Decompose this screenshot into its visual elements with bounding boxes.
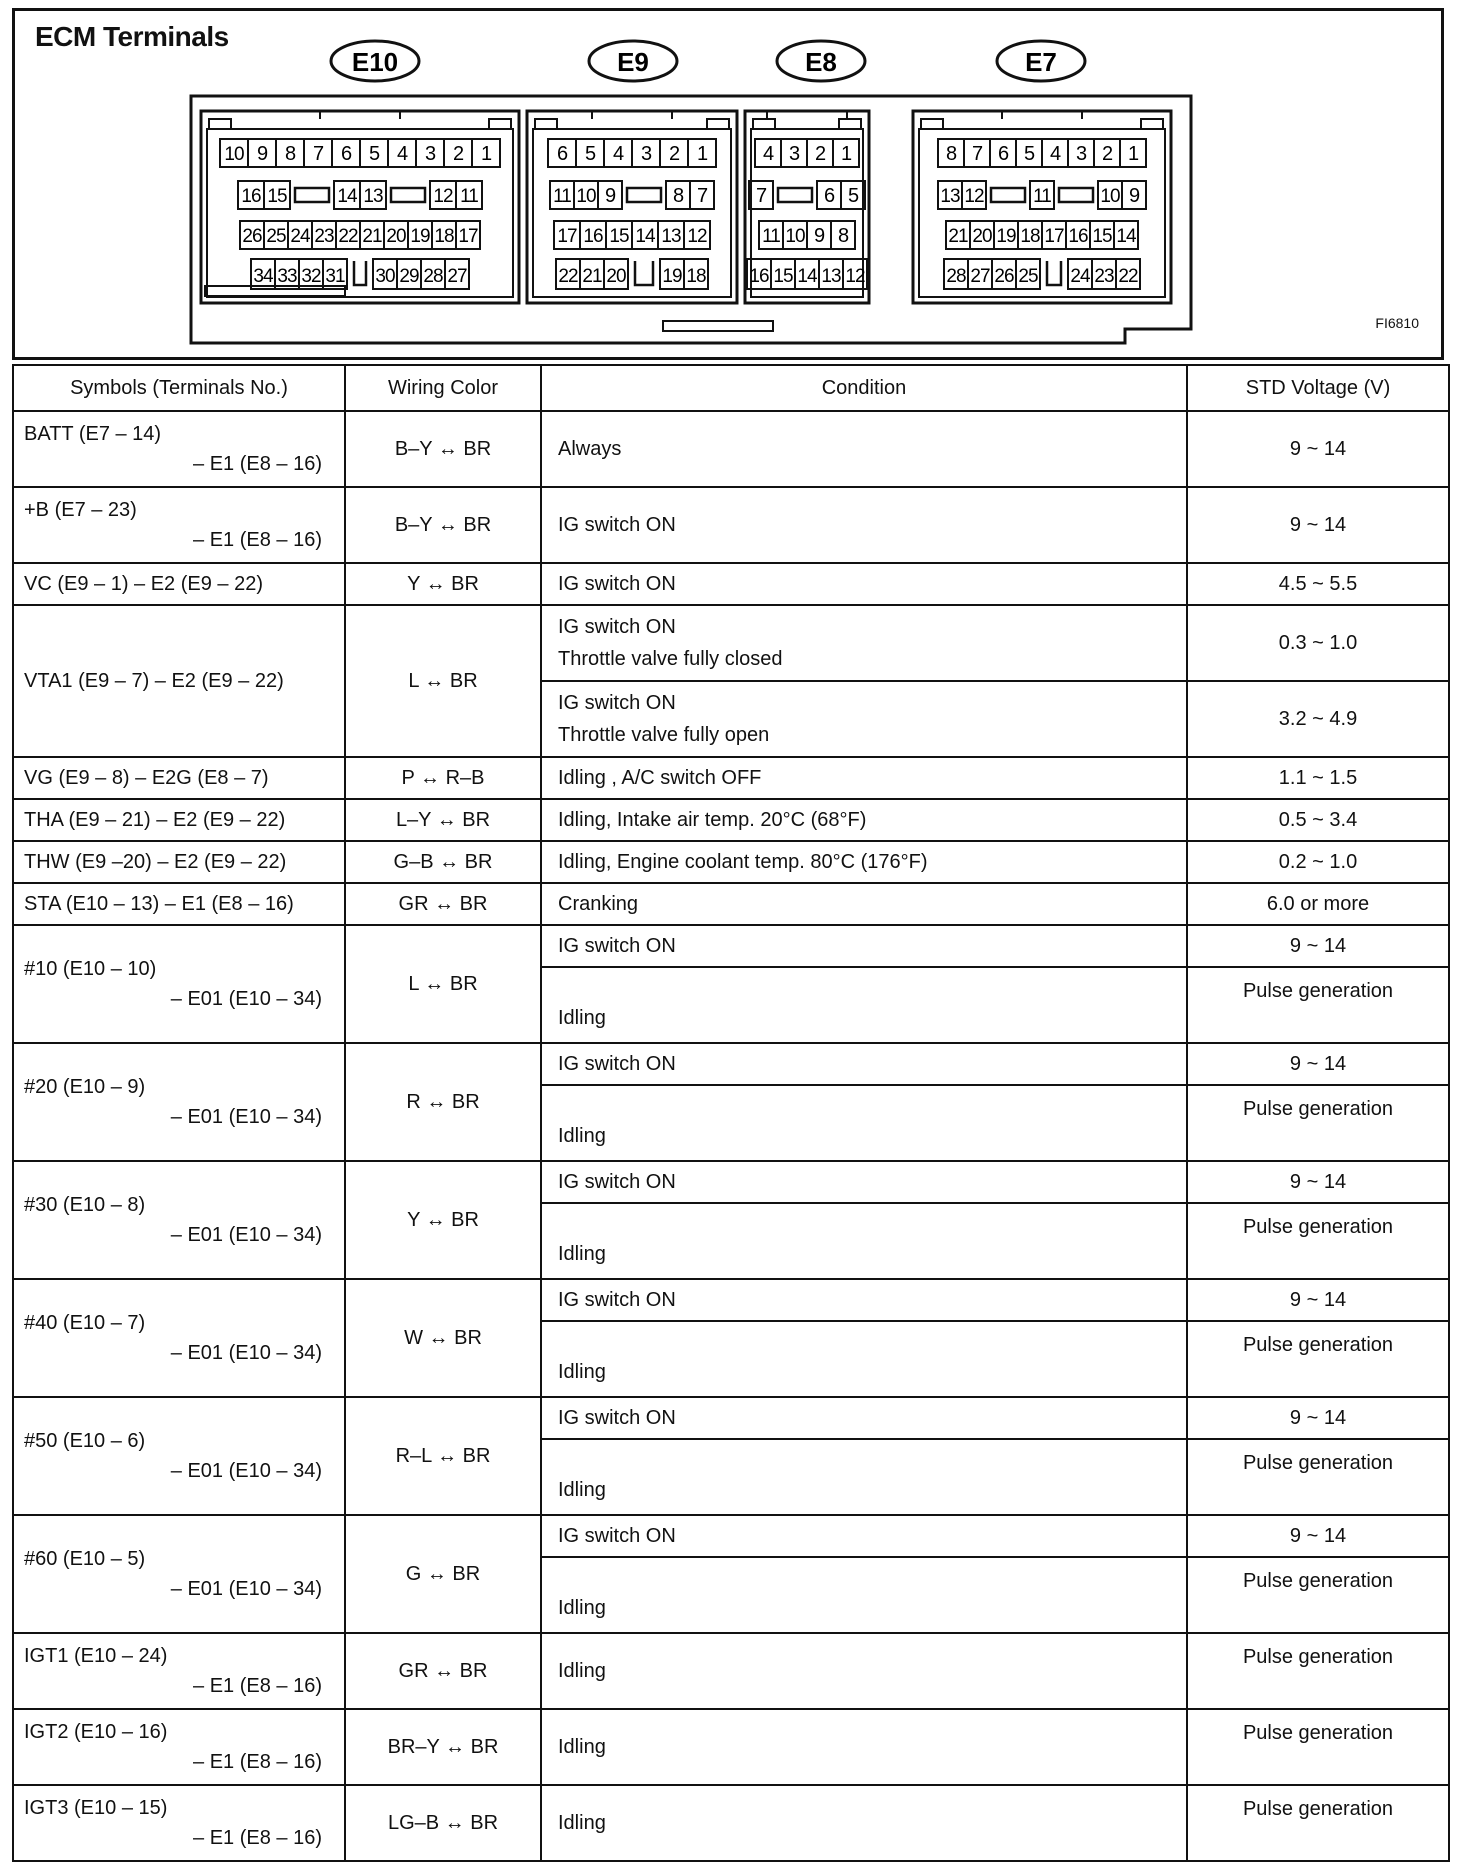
condition-cell (541, 1439, 1187, 1515)
table-row (13, 1515, 1449, 1557)
condition-cell (541, 1085, 1187, 1161)
pin-number: 5 (368, 143, 380, 165)
voltage-cell: 3.2 ~ 4.9 (1187, 681, 1449, 757)
pin-number: 18 (1020, 226, 1040, 247)
condition-cell (541, 1043, 1187, 1085)
pin-number: 11 (762, 226, 780, 247)
terminal-symbol: IGT1 (E10 – 24) (24, 1645, 168, 1667)
condition-line: Idling (558, 1007, 606, 1029)
pin-number: 22 (338, 226, 358, 247)
pin-number: 22 (558, 266, 578, 287)
pin-number: 11 (1033, 186, 1051, 207)
pin-number: 14 (797, 266, 817, 287)
symbol-cell (13, 605, 345, 757)
pin-number: 14 (1116, 226, 1136, 247)
pin-number: 3 (788, 143, 800, 165)
pin-number: 27 (970, 266, 990, 287)
wiring-color-cell: LG–B ↔ BR (345, 1785, 541, 1861)
condition-line: Always (558, 438, 622, 460)
condition-line: Idling (558, 1660, 606, 1682)
pin-number: 9 (256, 143, 268, 165)
pin-number: 6 (556, 143, 568, 165)
terminal-ground: – E01 (E10 – 34) (170, 1106, 322, 1128)
wiring-color-cell: B–Y ↔ BR (345, 487, 541, 563)
pin-number: 9 (1128, 185, 1140, 207)
voltage-cell: Pulse generation (1187, 967, 1449, 1043)
condition-cell (541, 563, 1187, 605)
condition-cell (541, 1397, 1187, 1439)
pin-number: 13 (821, 266, 841, 287)
condition-line: IG switch ON (558, 1407, 676, 1429)
pin-number: 17 (1044, 226, 1064, 247)
pin-number: 20 (606, 266, 626, 287)
terminal-table (12, 364, 1450, 1862)
condition-cell (541, 967, 1187, 1043)
wiring-color-cell: L ↔ BR (345, 925, 541, 1043)
pin-number: 10 (224, 144, 244, 165)
wiring-color-cell: GR ↔ BR (345, 1633, 541, 1709)
voltage-cell: 6.0 or more (1187, 883, 1449, 925)
condition-line: IG switch ON (558, 1171, 676, 1193)
terminal-ground: – E01 (E10 – 34) (170, 1460, 322, 1482)
pin-number: 16 (749, 266, 769, 287)
condition-line: IG switch ON (558, 514, 676, 536)
pin-number: 29 (399, 266, 419, 287)
condition-line: Idling (558, 1479, 606, 1501)
header-wiring-color: Wiring Color (345, 365, 541, 411)
wiring-color-cell: G–B ↔ BR (345, 841, 541, 883)
voltage-cell: 0.5 ~ 3.4 (1187, 799, 1449, 841)
pin-number: 7 (696, 185, 708, 207)
pin-number: 6 (997, 143, 1009, 165)
voltage-cell: 9 ~ 14 (1187, 1043, 1449, 1085)
wiring-color-cell: R ↔ BR (345, 1043, 541, 1161)
connector-label: E9 (617, 47, 649, 77)
wiring-color-cell: BR–Y ↔ BR (345, 1709, 541, 1785)
table-row (13, 841, 1449, 883)
pin-number: 20 (386, 226, 406, 247)
pin-number: 28 (946, 266, 966, 287)
pin-number: 7 (312, 143, 324, 165)
pin-number: 17 (557, 226, 577, 247)
connector-latch (209, 111, 511, 129)
pin-number: 19 (410, 226, 430, 247)
pin-number: 13 (363, 186, 383, 207)
wiring-color-cell: Y ↔ BR (345, 1161, 541, 1279)
pin-number: 8 (672, 185, 684, 207)
pin-number: 20 (972, 226, 992, 247)
pin-number: 17 (458, 226, 478, 247)
terminal-symbol: +B (E7 – 23) (24, 499, 137, 521)
pin-number: 34 (253, 266, 273, 287)
terminal-symbol: #20 (E10 – 9) (24, 1076, 146, 1098)
terminal-ground: – E1 (E8 – 16) (193, 529, 322, 551)
voltage-cell: 4.5 ~ 5.5 (1187, 563, 1449, 605)
pin-number: 21 (948, 226, 968, 247)
condition-line: IG switch ON (558, 1525, 676, 1547)
pin-number: 4 (762, 143, 774, 165)
terminal-ground: – E1 (E8 – 16) (193, 1675, 322, 1697)
symbol-cell (13, 563, 345, 605)
pin-number: 24 (1070, 266, 1090, 287)
connector-key-slot (627, 188, 661, 202)
pin-number: 15 (1092, 226, 1112, 247)
pin-number: 10 (1100, 186, 1120, 207)
pin-number: 32 (301, 266, 321, 287)
figure-id: FI6810 (1375, 315, 1419, 331)
table-row (13, 1709, 1449, 1785)
condition-line: Idling (558, 1243, 606, 1265)
symbol-cell (13, 1397, 345, 1515)
terminal-symbol: BATT (E7 – 14) (24, 423, 162, 445)
symbol-cell (13, 1161, 345, 1279)
connector-latch (921, 111, 1163, 129)
condition-cell (541, 1279, 1187, 1321)
pin-number: 18 (686, 266, 706, 287)
connector-label: E10 (351, 47, 399, 77)
table-row (13, 1633, 1449, 1709)
condition-line: IG switch ON (558, 935, 676, 957)
condition-line: Idling (558, 1812, 606, 1834)
pin-number: 21 (582, 266, 602, 287)
pin-number: 7 (971, 143, 983, 165)
condition-cell (541, 1161, 1187, 1203)
condition-line: IG switch ON (558, 692, 676, 714)
pin-number: 26 (994, 266, 1014, 287)
pin-number: 2 (452, 143, 464, 165)
table-body (13, 411, 1449, 1861)
terminal-symbol: VG (E9 – 8) – E2G (E8 – 7) (24, 767, 269, 789)
connector-key-slot (295, 188, 329, 202)
pin-number: 8 (837, 225, 849, 247)
voltage-cell: Pulse generation (1187, 1633, 1449, 1709)
pin-number: 4 (396, 143, 408, 165)
table-row (13, 563, 1449, 605)
connector-key-notch (1047, 261, 1061, 285)
pin-number: 16 (241, 186, 261, 207)
table-row (13, 1161, 1449, 1203)
symbol-cell (13, 1785, 345, 1861)
table-row (13, 1785, 1449, 1861)
symbol-cell (13, 487, 345, 563)
terminal-ground: – E01 (E10 – 34) (170, 988, 322, 1010)
pin-number: 12 (964, 186, 984, 207)
wiring-color-cell: R–L ↔ BR (345, 1397, 541, 1515)
voltage-cell: Pulse generation (1187, 1557, 1449, 1633)
pin-number: 10 (576, 186, 596, 207)
pin-number: 2 (668, 143, 680, 165)
pin-number: 3 (640, 143, 652, 165)
condition-cell (541, 681, 1187, 757)
condition-line: Throttle valve fully open (558, 724, 770, 746)
table-row (13, 1279, 1449, 1321)
voltage-cell: Pulse generation (1187, 1785, 1449, 1861)
pin-number: 13 (661, 226, 681, 247)
connector-key-slot (991, 188, 1025, 202)
symbol-cell (13, 1515, 345, 1633)
voltage-cell: Pulse generation (1187, 1709, 1449, 1785)
housing-tab (663, 321, 773, 331)
pin-number: 19 (662, 266, 682, 287)
voltage-cell: Pulse generation (1187, 1203, 1449, 1279)
condition-line: Idling (558, 1125, 606, 1147)
condition-cell (541, 841, 1187, 883)
pin-number: 14 (337, 186, 357, 207)
wiring-color-cell: GR ↔ BR (345, 883, 541, 925)
symbol-cell (13, 841, 345, 883)
voltage-cell: 9 ~ 14 (1187, 1515, 1449, 1557)
table-row (13, 1043, 1449, 1085)
connector-diagram-svg (15, 11, 1441, 357)
wiring-color-cell: Y ↔ BR (345, 563, 541, 605)
connector-key-notch (635, 261, 653, 285)
pin-number: 13 (940, 186, 960, 207)
pin-number: 14 (635, 226, 655, 247)
terminal-symbol: #60 (E10 – 5) (24, 1548, 146, 1570)
symbol-cell (13, 757, 345, 799)
pin-number: 4 (612, 143, 624, 165)
pin-number: 5 (1023, 143, 1035, 165)
symbol-cell (13, 1279, 345, 1397)
symbol-cell (13, 799, 345, 841)
pin-number: 3 (424, 143, 436, 165)
condition-cell (541, 1557, 1187, 1633)
pin-number: 22 (1118, 266, 1138, 287)
condition-cell (541, 1785, 1187, 1861)
condition-cell (541, 799, 1187, 841)
voltage-cell: Pulse generation (1187, 1321, 1449, 1397)
pin-number: 31 (325, 266, 345, 287)
header-std-voltage: STD Voltage (V) (1187, 365, 1449, 411)
table-row (13, 883, 1449, 925)
condition-line: Idling, Engine coolant temp. 80°C (176°F) (558, 851, 928, 873)
terminal-ground: – E1 (E8 – 16) (193, 453, 322, 475)
pin-number: 6 (340, 143, 352, 165)
connector-key-slot (778, 188, 812, 202)
symbol-cell (13, 883, 345, 925)
table-row (13, 799, 1449, 841)
pin-number: 21 (362, 226, 382, 247)
pin-number: 15 (267, 186, 287, 207)
condition-cell (541, 1321, 1187, 1397)
voltage-cell: 9 ~ 14 (1187, 1161, 1449, 1203)
condition-line: IG switch ON (558, 616, 676, 638)
pin-number: 3 (1075, 143, 1087, 165)
terminal-symbol: #30 (E10 – 8) (24, 1194, 146, 1216)
condition-line: Idling (558, 1736, 606, 1758)
connector-latch (535, 111, 729, 129)
pin-number: 5 (584, 143, 596, 165)
terminal-symbol: #40 (E10 – 7) (24, 1312, 146, 1334)
pin-number: 25 (266, 226, 286, 247)
condition-cell (541, 1709, 1187, 1785)
voltage-cell: 9 ~ 14 (1187, 411, 1449, 487)
table-header-row (13, 365, 1449, 411)
pin-number: 12 (433, 186, 453, 207)
pin-number: 8 (284, 143, 296, 165)
pin-number: 19 (996, 226, 1016, 247)
connector-diagram (12, 8, 1444, 360)
symbol-cell (13, 1709, 345, 1785)
voltage-cell: 9 ~ 14 (1187, 1279, 1449, 1321)
pin-number: 12 (845, 266, 865, 287)
voltage-cell: 9 ~ 14 (1187, 1397, 1449, 1439)
condition-cell (541, 883, 1187, 925)
pin-number: 9 (604, 185, 616, 207)
pin-number: 15 (609, 226, 629, 247)
voltage-cell: 9 ~ 14 (1187, 925, 1449, 967)
terminal-symbol: VTA1 (E9 – 7) – E2 (E9 – 22) (24, 670, 284, 692)
condition-cell (541, 605, 1187, 681)
pin-number: 1 (840, 143, 852, 165)
pin-number: 28 (423, 266, 443, 287)
header-symbols: Symbols (Terminals No.) (13, 365, 345, 411)
connector-key-slot (1059, 188, 1093, 202)
symbol-cell (13, 1043, 345, 1161)
connector-latch (753, 111, 861, 129)
condition-cell (541, 925, 1187, 967)
pin-number: 30 (375, 266, 395, 287)
pin-number: 24 (290, 226, 310, 247)
wiring-color-cell: L–Y ↔ BR (345, 799, 541, 841)
housing-outline (191, 96, 1191, 343)
voltage-cell: 9 ~ 14 (1187, 487, 1449, 563)
pin-number: 23 (314, 226, 334, 247)
condition-cell (541, 487, 1187, 563)
condition-cell (541, 1633, 1187, 1709)
pin-number: 33 (277, 266, 297, 287)
table-row (13, 757, 1449, 799)
terminal-ground: – E1 (E8 – 16) (193, 1751, 322, 1773)
terminal-symbol: THA (E9 – 21) – E2 (E9 – 22) (24, 809, 286, 831)
condition-line: Idling (558, 1361, 606, 1383)
condition-cell (541, 1515, 1187, 1557)
condition-line: IG switch ON (558, 1053, 676, 1075)
pin-number: 23 (1094, 266, 1114, 287)
voltage-cell: 0.2 ~ 1.0 (1187, 841, 1449, 883)
terminal-ground: – E01 (E10 – 34) (170, 1224, 322, 1246)
pin-number: 11 (460, 186, 478, 207)
terminal-symbol: #50 (E10 – 6) (24, 1430, 146, 1452)
header-condition: Condition (541, 365, 1187, 411)
voltage-cell: 1.1 ~ 1.5 (1187, 757, 1449, 799)
pin-number: 4 (1049, 143, 1061, 165)
table-row (13, 411, 1449, 487)
pin-number: 1 (696, 143, 708, 165)
pin-number: 11 (553, 186, 571, 207)
condition-line: Idling, Intake air temp. 20°C (68°F) (558, 809, 867, 831)
table-row (13, 605, 1449, 681)
connector-key-notch (354, 261, 366, 285)
condition-cell (541, 1203, 1187, 1279)
pin-number: 1 (480, 143, 492, 165)
pin-number: 9 (813, 225, 825, 247)
wiring-color-cell: G ↔ BR (345, 1515, 541, 1633)
terminal-symbol: STA (E10 – 13) – E1 (E8 – 16) (24, 893, 294, 915)
pin-number: 15 (773, 266, 793, 287)
pin-number: 5 (847, 185, 859, 207)
pin-number: 7 (755, 185, 767, 207)
wiring-color-cell: B–Y ↔ BR (345, 411, 541, 487)
symbol-cell (13, 1633, 345, 1709)
symbol-cell (13, 411, 345, 487)
table-row (13, 1397, 1449, 1439)
terminal-symbol: THW (E9 –20) – E2 (E9 – 22) (24, 851, 287, 873)
wiring-color-cell: L ↔ BR (345, 605, 541, 757)
pin-number: 16 (1068, 226, 1088, 247)
connector-label: E8 (805, 47, 837, 77)
pin-number: 26 (242, 226, 262, 247)
terminal-ground: – E1 (E8 – 16) (193, 1827, 322, 1849)
terminal-symbol: #10 (E10 – 10) (24, 958, 157, 980)
condition-line: IG switch ON (558, 573, 676, 595)
terminal-symbol: VC (E9 – 1) – E2 (E9 – 22) (24, 573, 264, 595)
condition-line: Idling , A/C switch OFF (558, 767, 762, 789)
pin-number: 27 (447, 266, 467, 287)
connector-key-slot (391, 188, 425, 202)
terminal-ground: – E01 (E10 – 34) (170, 1578, 322, 1600)
table-row (13, 925, 1449, 967)
condition-line: Throttle valve fully closed (558, 648, 783, 670)
condition-line: Cranking (558, 893, 639, 915)
condition-line: IG switch ON (558, 1289, 676, 1311)
condition-cell (541, 757, 1187, 799)
pin-number: 18 (434, 226, 454, 247)
pin-number: 8 (945, 143, 957, 165)
wiring-color-cell: W ↔ BR (345, 1279, 541, 1397)
pin-number: 16 (583, 226, 603, 247)
connector-label: E7 (1025, 47, 1057, 77)
table-row (13, 487, 1449, 563)
terminal-symbol: IGT3 (E10 – 15) (24, 1797, 168, 1819)
voltage-cell: Pulse generation (1187, 1085, 1449, 1161)
wiring-color-cell: P ↔ R–B (345, 757, 541, 799)
pin-number: 2 (814, 143, 826, 165)
pin-number: 12 (687, 226, 707, 247)
condition-cell (541, 411, 1187, 487)
condition-line: Idling (558, 1597, 606, 1619)
page-title: ECM Terminals (35, 21, 229, 52)
symbol-cell (13, 925, 345, 1043)
pin-number: 1 (1127, 143, 1139, 165)
pin-number: 10 (785, 226, 805, 247)
terminal-symbol: IGT2 (E10 – 16) (24, 1721, 168, 1743)
pin-number: 2 (1101, 143, 1113, 165)
pin-number: 6 (823, 185, 835, 207)
pin-number: 25 (1018, 266, 1038, 287)
voltage-cell: 0.3 ~ 1.0 (1187, 605, 1449, 681)
terminal-ground: – E01 (E10 – 34) (170, 1342, 322, 1364)
voltage-cell: Pulse generation (1187, 1439, 1449, 1515)
